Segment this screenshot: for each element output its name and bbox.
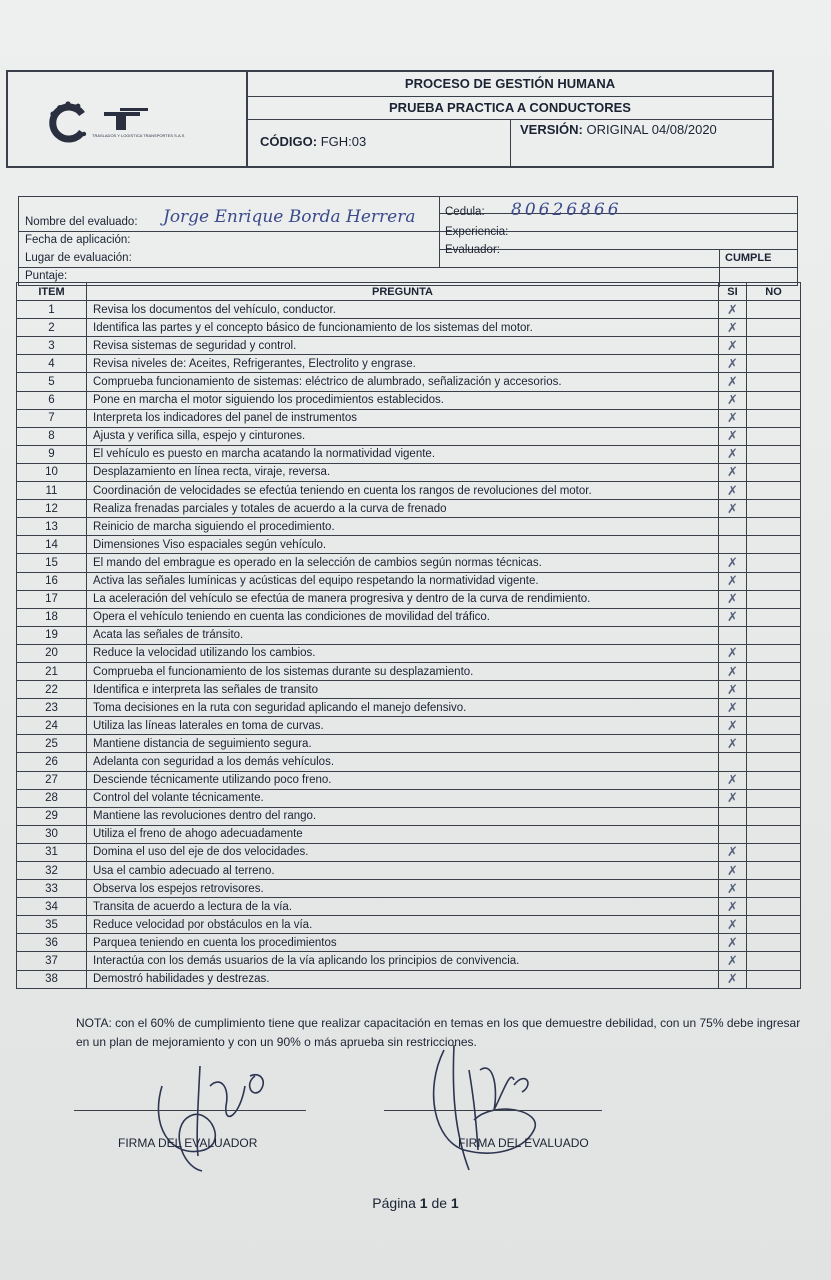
item-number: 4 [17,355,87,373]
document-header [6,70,774,168]
table-row [17,880,801,898]
code-label: CÓDIGO: [260,134,318,149]
col-no: NO [747,283,801,301]
check-mark-icon: ✗ [727,645,738,661]
item-number: 25 [17,735,87,753]
table-row [17,301,801,319]
question-text: Observa los espejos retrovisores. [87,880,719,898]
question-text: Acata las señales de tránsito. [87,626,719,644]
item-number: 12 [17,500,87,518]
question-text: Adelanta con seguridad a los demás vehículos. [87,753,719,771]
code-value: FGH:03 [320,134,367,149]
table-row [17,807,801,825]
question-text: Demostró habilidades y destrezas. [87,970,719,988]
si-cell [719,518,747,536]
no-cell [747,916,801,934]
question-text: Desciende técnicamente utilizando poco freno. [87,771,719,789]
si-cell [719,626,747,644]
table-row [17,735,801,753]
no-cell [747,934,801,952]
check-mark-icon: ✗ [727,735,738,751]
no-cell [747,608,801,626]
table-row [17,699,801,717]
question-text: Ajusta y verifica silla, espejo y cinturones. [87,427,719,445]
item-number: 18 [17,608,87,626]
question-text: Interpreta los indicadores del panel de instrumentos [87,409,719,427]
item-number: 27 [17,771,87,789]
si-cell [719,681,747,699]
check-mark-icon: ✗ [727,699,738,715]
si-cell [719,753,747,771]
table-row [17,662,801,680]
table-row [17,789,801,807]
si-cell [719,862,747,880]
evaluated-signature-label: FIRMA DEL EVALUADO [458,1136,589,1150]
check-mark-icon: ✗ [727,844,738,860]
si-cell [719,880,747,898]
table-row [17,500,801,518]
no-cell [747,789,801,807]
check-mark-icon: ✗ [727,554,738,570]
no-cell [747,717,801,735]
si-cell [719,807,747,825]
table-row [17,409,801,427]
item-number: 11 [17,482,87,500]
no-cell [747,626,801,644]
no-cell [747,391,801,409]
item-number: 26 [17,753,87,771]
si-cell [719,970,747,988]
question-text: Reduce la velocidad utilizando los cambios. [87,644,719,662]
no-cell [747,952,801,970]
table-row [17,373,801,391]
question-text: La aceleración del vehículo se efectúa de manera progresiva y dentro de la curva de rendimiento. [87,590,719,608]
no-cell [747,843,801,861]
item-number: 28 [17,789,87,807]
check-mark-icon: ✗ [727,392,738,408]
check-mark-icon: ✗ [727,428,738,444]
no-cell [747,970,801,988]
check-mark-icon: ✗ [727,609,738,625]
table-body [17,301,801,989]
no-cell [747,518,801,536]
question-text: Utiliza las líneas laterales en toma de curvas. [87,717,719,735]
col-question: PREGUNTA [87,283,719,301]
version-value: ORIGINAL 04/08/2020 [586,122,717,137]
item-number: 33 [17,880,87,898]
item-number: 1 [17,301,87,319]
table-row [17,681,801,699]
table-row [17,554,801,572]
question-text: Pone en marcha el motor siguiendo los procedimientos establecidos. [87,391,719,409]
evaluation-table [16,282,801,989]
check-mark-icon: ✗ [727,482,738,498]
col-item: ITEM [17,283,87,301]
check-mark-icon: ✗ [727,681,738,697]
item-number: 7 [17,409,87,427]
si-cell [719,934,747,952]
no-cell [747,807,801,825]
table-row [17,445,801,463]
company-logo-icon [8,72,244,166]
no-cell [747,572,801,590]
no-cell [747,590,801,608]
test-title: PRUEBA PRACTICA A CONDUCTORES [248,97,772,120]
page-prefix: Página [372,1195,416,1211]
table-header-row [17,283,801,301]
question-text: Opera el vehículo teniendo en cuenta las condiciones de movilidad del tráfico. [87,608,719,626]
si-cell [719,536,747,554]
item-number: 31 [17,843,87,861]
no-cell [747,662,801,680]
no-cell [747,699,801,717]
si-cell [719,572,747,590]
question-text: Transita de acuerdo a lectura de la vía. [87,898,719,916]
si-cell [719,825,747,843]
question-text: Comprueba funcionamiento de sistemas: eléctrico de alumbrado, señalización y accesorios. [87,373,719,391]
question-text: Identifica las partes y el concepto básico de funcionamiento de los sistemas del motor. [87,319,719,337]
cedula-label: Cedula: [445,206,485,218]
no-cell [747,445,801,463]
no-cell [747,898,801,916]
check-mark-icon: ✗ [727,862,738,878]
no-cell [747,753,801,771]
table-row [17,970,801,988]
evaluator-signature-label: FIRMA DEL EVALUADOR [118,1136,258,1150]
cedula-value: 80626866 [511,200,622,220]
page-current: 1 [419,1195,428,1211]
item-number: 10 [17,463,87,481]
item-number: 19 [17,626,87,644]
si-cell [719,373,747,391]
question-text: Dimensiones Viso espaciales según vehículo. [87,536,719,554]
table-row [17,319,801,337]
no-cell [747,482,801,500]
si-cell [719,699,747,717]
code-cell [248,120,511,166]
table-row [17,590,801,608]
question-text: Revisa niveles de: Aceites, Refrigerantes, Electrolito y engrase. [87,355,719,373]
name-value: Jorge Enrique Borda Herrera [163,207,416,227]
process-title: PROCESO DE GESTIÓN HUMANA [248,72,772,97]
check-mark-icon: ✗ [727,464,738,480]
table-row [17,536,801,554]
table-row [17,934,801,952]
item-number: 22 [17,681,87,699]
check-mark-icon: ✗ [727,916,738,932]
item-number: 9 [17,445,87,463]
item-number: 20 [17,644,87,662]
question-text: Realiza frenadas parciales y totales de acuerdo a la curva de frenado [87,500,719,518]
check-mark-icon: ✗ [727,337,738,353]
page-number [0,1195,831,1211]
experience-label: Experiencia: [445,226,509,238]
no-cell [747,681,801,699]
si-cell [719,482,747,500]
si-cell [719,717,747,735]
check-mark-icon: ✗ [727,717,738,733]
item-number: 16 [17,572,87,590]
check-mark-icon: ✗ [727,663,738,679]
cumple-label: CUMPLE [725,252,772,264]
item-number: 17 [17,590,87,608]
note-text: NOTA: con el 60% de cumplimiento tiene que realizar capacitación en temas en los que demuestre debilidad, con un 75% debe ingresar en un plan de mejoramiento y con un 90% o más aprueba sin restricciones. [76,1016,801,1049]
question-text: Reduce velocidad por obstáculos en la vía. [87,916,719,934]
check-mark-icon: ✗ [727,410,738,426]
item-number: 38 [17,970,87,988]
no-cell [747,862,801,880]
check-mark-icon: ✗ [727,772,738,788]
item-number: 2 [17,319,87,337]
version-label: VERSIÓN: [520,122,583,137]
si-cell [719,644,747,662]
item-number: 35 [17,916,87,934]
evaluator-signature-line [74,1110,306,1111]
si-cell [719,427,747,445]
question-text: Revisa los documentos del vehículo, conductor. [87,301,719,319]
item-number: 21 [17,662,87,680]
si-cell [719,590,747,608]
item-number: 23 [17,699,87,717]
check-mark-icon: ✗ [727,790,738,806]
no-cell [747,301,801,319]
table-row [17,771,801,789]
question-text: El mando del embrague es operado en la selección de cambios según normas técnicas. [87,554,719,572]
si-cell [719,771,747,789]
table-row [17,753,801,771]
table-row [17,427,801,445]
item-number: 5 [17,373,87,391]
check-mark-icon: ✗ [727,446,738,462]
question-text: Mantiene las revoluciones dentro del rango. [87,807,719,825]
si-cell [719,355,747,373]
question-text: Toma decisiones en la ruta con seguridad aplicando el manejo defensivo. [87,699,719,717]
si-cell [719,843,747,861]
no-cell [747,880,801,898]
table-row [17,518,801,536]
no-cell [747,373,801,391]
company-logo [8,72,248,166]
question-text: Comprueba el funcionamiento de los sistemas durante su desplazamiento. [87,662,719,680]
table-row [17,916,801,934]
no-cell [747,409,801,427]
si-cell [719,391,747,409]
item-number: 24 [17,717,87,735]
no-cell [747,355,801,373]
si-cell [719,463,747,481]
evaluator-label: Evaluador: [445,244,500,256]
table-row [17,952,801,970]
evaluated-signature-line [384,1110,602,1111]
evaluee-info [18,196,798,286]
item-number: 34 [17,898,87,916]
question-text: Reinicio de marcha siguiendo el procedimiento. [87,518,719,536]
check-mark-icon: ✗ [727,880,738,896]
no-cell [747,500,801,518]
si-cell [719,337,747,355]
question-text: Domina el uso del eje de dos velocidades. [87,843,719,861]
item-number: 29 [17,807,87,825]
check-mark-icon: ✗ [727,953,738,969]
col-si: SI [719,283,747,301]
check-mark-icon: ✗ [727,591,738,607]
table-row [17,898,801,916]
check-mark-icon: ✗ [727,971,738,987]
no-cell [747,825,801,843]
si-cell [719,608,747,626]
evaluator-signature-icon [140,1046,280,1176]
table-row [17,463,801,481]
si-cell [719,898,747,916]
si-cell [719,500,747,518]
item-number: 32 [17,862,87,880]
check-mark-icon: ✗ [727,374,738,390]
item-number: 36 [17,934,87,952]
table-row [17,608,801,626]
item-number: 37 [17,952,87,970]
si-cell [719,319,747,337]
check-mark-icon: ✗ [727,500,738,516]
si-cell [719,445,747,463]
no-cell [747,463,801,481]
question-text: Usa el cambio adecuado al terreno. [87,862,719,880]
page-total: 1 [450,1195,459,1211]
version-cell [512,120,772,166]
no-cell [747,644,801,662]
no-cell [747,319,801,337]
question-text: Desplazamiento en línea recta, viraje, reversa. [87,463,719,481]
si-cell [719,554,747,572]
evaluated-signature-icon [414,1030,554,1180]
table-row [17,391,801,409]
item-number: 14 [17,536,87,554]
item-number: 15 [17,554,87,572]
date-label: Fecha de aplicación: [25,234,131,246]
item-number: 8 [17,427,87,445]
item-number: 6 [17,391,87,409]
no-cell [747,427,801,445]
si-cell [719,662,747,680]
question-text: Utiliza el freno de ahogo adecuadamente [87,825,719,843]
check-mark-icon: ✗ [727,898,738,914]
question-text: Identifica e interpreta las señales de transito [87,681,719,699]
question-text: Activa las señales lumínicas y acústicas del equipo respetando la normatividad vigente. [87,572,719,590]
table-row [17,862,801,880]
table-row [17,572,801,590]
check-mark-icon: ✗ [727,319,738,335]
no-cell [747,536,801,554]
place-label: Lugar de evaluación: [25,252,132,264]
si-cell [719,789,747,807]
table-row [17,717,801,735]
table-row [17,644,801,662]
table-row [17,355,801,373]
table-row [17,626,801,644]
table-row [17,482,801,500]
question-text: Interactúa con los demás usuarios de la vía aplicando los principios de convivencia. [87,952,719,970]
item-number: 13 [17,518,87,536]
no-cell [747,771,801,789]
si-cell [719,409,747,427]
item-number: 3 [17,337,87,355]
question-text: Parquea teniendo en cuenta los procedimientos [87,934,719,952]
check-mark-icon: ✗ [727,573,738,589]
no-cell [747,554,801,572]
table-row [17,843,801,861]
check-mark-icon: ✗ [727,355,738,371]
logo-caption: TRASLADOS Y LOGISTICA TRANSPORTES S.A.S [92,133,185,138]
item-number: 30 [17,825,87,843]
no-cell [747,735,801,753]
check-mark-icon: ✗ [727,301,738,317]
question-text: El vehículo es puesto en marcha acatando la normatividad vigente. [87,445,719,463]
check-mark-icon: ✗ [727,934,738,950]
question-text: Control del volante técnicamente. [87,789,719,807]
score-label: Puntaje: [25,270,68,282]
question-text: Revisa sistemas de seguridad y control. [87,337,719,355]
no-cell [747,337,801,355]
page-sep: de [431,1195,448,1211]
si-cell [719,952,747,970]
question-text: Coordinación de velocidades se efectúa teniendo en cuenta los rangos de revoluciones del motor. [87,482,719,500]
question-text: Mantiene distancia de seguimiento segura. [87,735,719,753]
si-cell [719,916,747,934]
table-row [17,825,801,843]
si-cell [719,301,747,319]
si-cell [719,735,747,753]
name-label: Nombre del evaluado: [25,216,138,228]
table-row [17,337,801,355]
